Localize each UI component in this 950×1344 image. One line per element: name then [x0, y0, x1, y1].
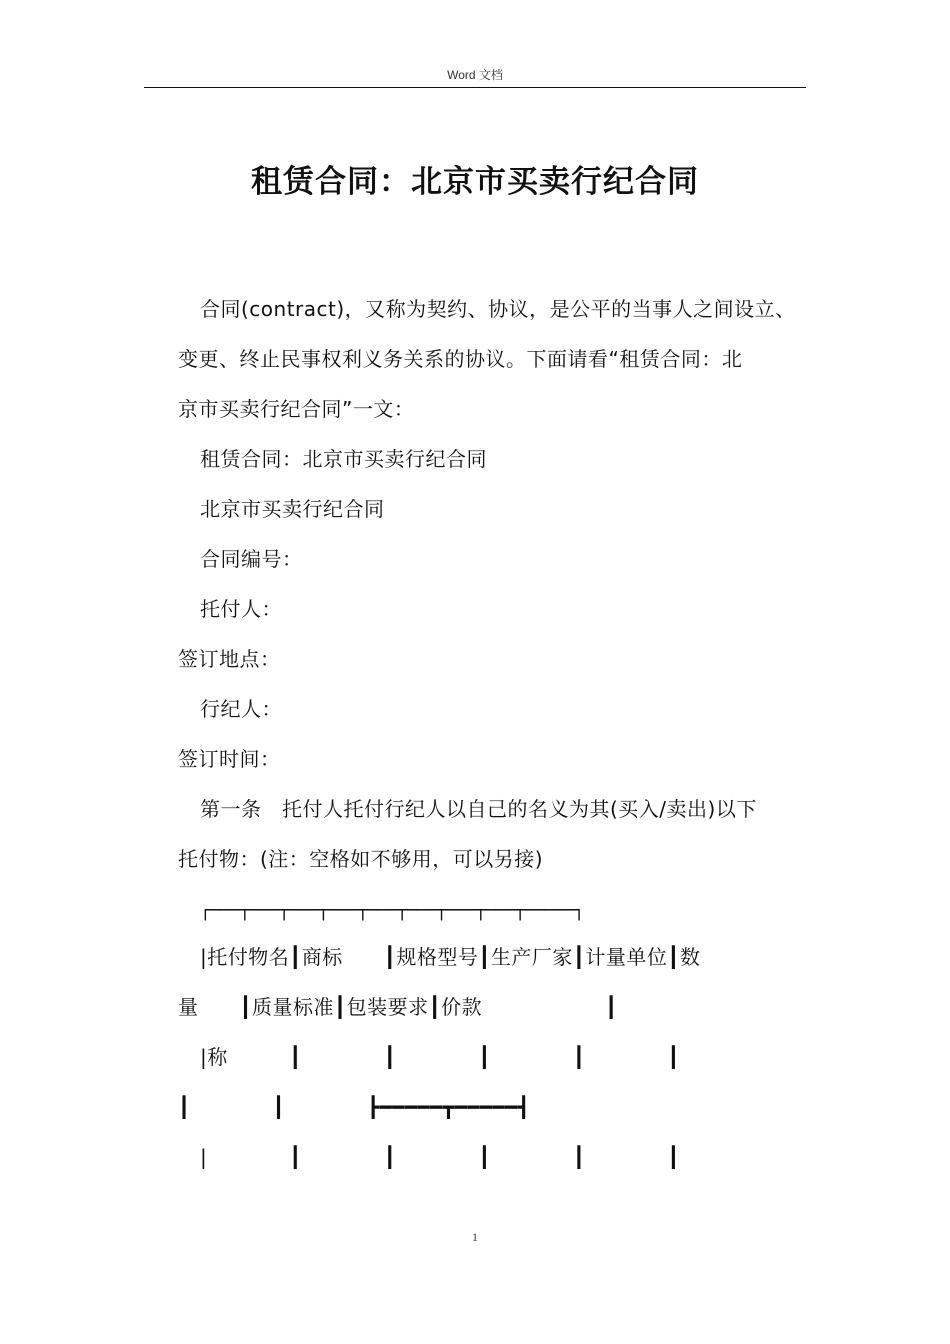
field-contract-number: 合同编号： — [200, 547, 303, 571]
table-header-row-1: |托付物名┃商标 ┃规格型号┃生产厂家┃计量单位┃数 — [200, 945, 701, 969]
field-broker: 行纪人： — [200, 697, 282, 721]
article-1-line-2: 托付物：(注：空格如不够用，可以另接) — [178, 847, 544, 871]
body-line-intro-1: 合同(contract)，又称为契约、协议，是公平的当事人之间设立、 — [200, 297, 796, 321]
document-title: 租赁合同：北京市买卖行纪合同 — [251, 164, 699, 200]
body-line-subtitle: 租赁合同：北京市买卖行纪合同 — [200, 447, 487, 471]
field-client: 托付人： — [200, 597, 282, 621]
table-divider-row: ┃ ┃ ┣━━━━━┳━━━━━┫ — [178, 1095, 531, 1119]
body-line-intro-3: 京市买卖行纪合同”一文： — [178, 397, 415, 421]
page-number: 1 — [472, 1230, 478, 1244]
field-signing-time: 签订时间： — [178, 747, 281, 771]
field-signing-place: 签订地点： — [178, 647, 281, 671]
article-1-line-1: 第一条 托付人托付行纪人以自己的名义为其(买入/卖出)以下 — [200, 797, 757, 821]
body-line-intro-2: 变更、终止民事权利义务关系的协议。下面请看“租赁合同：北 — [178, 347, 743, 371]
table-body-row: | ┃ ┃ ┃ ┃ ┃ — [200, 1145, 680, 1169]
table-header-row-2: 量 ┃质量标准┃包装要求┃价款 ┃ — [178, 995, 618, 1019]
table-top-border: ┌───┬───┬───┬───┬───┬───┬───┬───┬─────┐ — [200, 900, 584, 921]
table-header-row-3: |称 ┃ ┃ ┃ ┃ ┃ — [200, 1045, 680, 1069]
header-divider — [144, 87, 806, 88]
body-line-contract-name: 北京市买卖行纪合同 — [200, 497, 385, 521]
page-header: Word 文档 — [447, 68, 503, 82]
